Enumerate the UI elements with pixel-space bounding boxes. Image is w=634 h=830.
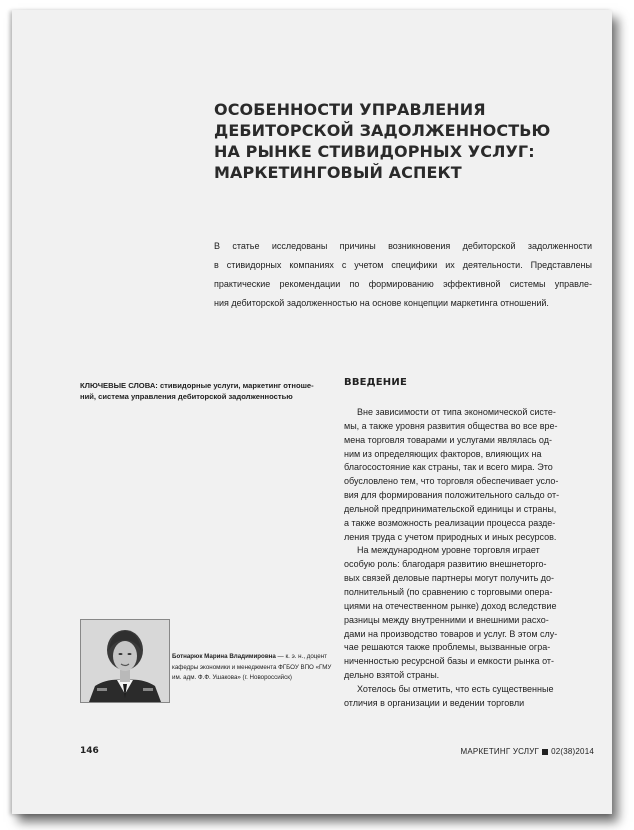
body-line: На международном уровне торговля играет bbox=[357, 545, 540, 556]
keywords-line: КЛЮЧЕВЫЕ СЛОВА: стивидорные услуги, маркетинг отноше- bbox=[80, 381, 314, 390]
body-line: разницы между внутренними и внешними расхо- bbox=[344, 614, 549, 625]
body-line: циями на отечественном рынке) доход вследствие bbox=[344, 600, 557, 611]
body-line: вия для формирования положительного сальдо от- bbox=[344, 490, 560, 501]
journal-page bbox=[12, 10, 612, 814]
body-line: обусловлено тем, что торговля обеспечивает усло- bbox=[344, 476, 559, 487]
body-line: ним из определяющих факторов, влияющих на bbox=[344, 448, 542, 459]
article-abstract bbox=[214, 237, 592, 313]
title-line: ОСОБЕННОСТИ УПРАВЛЕНИЯ bbox=[214, 100, 486, 119]
author-info bbox=[172, 652, 342, 684]
page-number: 146 bbox=[80, 746, 99, 756]
journal-footer bbox=[461, 747, 594, 756]
body-line: Вне зависимости от типа экономической систе- bbox=[357, 407, 556, 417]
journal-name: МАРКЕТИНГ УСЛУГ bbox=[460, 747, 540, 756]
author-line: им. адм. Ф.Ф. Ушакова» (г. Новороссийск) bbox=[172, 674, 292, 681]
author-degree: — к. э. н., доцент bbox=[275, 653, 327, 660]
author-portrait-image bbox=[81, 620, 169, 702]
body-line: ления труда с учетом природных и иных ресурсов. bbox=[344, 531, 557, 542]
body-line: ниченностью ресурсной базы и емкости рынка от- bbox=[344, 656, 554, 667]
body-line: чае решаются также проблемы, вызванные огра- bbox=[344, 642, 551, 653]
author-line: кафедры экономики и менеджмента ФГБОУ ВПО «ГМУ bbox=[172, 663, 332, 671]
abstract-line: ния дебиторской задолженностью на основе концепции маркетинга отношений. bbox=[214, 298, 549, 308]
abstract-line: В статье исследованы причины возникновения дебиторской задолженности bbox=[214, 241, 592, 251]
journal-issue: 02(38)2014 bbox=[551, 747, 594, 756]
author-line bbox=[172, 652, 342, 663]
body-line: дельной предпринимательской единицы и страны, bbox=[344, 503, 557, 514]
abstract-line: практические рекомендации по формированию эффективной системы управле- bbox=[214, 279, 592, 289]
body-line: благосостояние как страны, так и всего мира. Это bbox=[344, 462, 553, 473]
body-line: дами на производство товаров и услуг. В этом слу- bbox=[344, 628, 558, 639]
body-line: отличия в организации и ведении торговли bbox=[344, 697, 525, 708]
body-line: мена торговля товарами и услугами являлась од- bbox=[344, 434, 552, 445]
article-title bbox=[214, 99, 604, 183]
body-line: дельно взятой страны. bbox=[344, 670, 440, 681]
title-line: НА РЫНКЕ СТИВИДОРНЫХ УСЛУГ: bbox=[214, 142, 535, 161]
keywords bbox=[80, 380, 328, 402]
author-photo bbox=[80, 619, 170, 703]
body-line: вых связей деловые партнеры могут получить до- bbox=[344, 573, 555, 584]
body-text bbox=[344, 406, 594, 711]
body-line: а также возможность реализации процесса разде- bbox=[344, 517, 556, 528]
keywords-line: ний, система управления дебиторской задолженностью bbox=[80, 392, 293, 401]
section-heading: ВВЕДЕНИЕ bbox=[344, 377, 407, 388]
title-line: ДЕБИТОРСКОЙ ЗАДОЛЖЕННОСТЬЮ bbox=[214, 121, 551, 140]
body-line: Хотелось бы отметить, что есть существенные bbox=[357, 683, 554, 694]
abstract-line: в стивидорных компаниях с учетом специфики их деятельности. Представлены bbox=[214, 260, 592, 270]
title-line: МАРКЕТИНГОВЫЙ АСПЕКТ bbox=[214, 163, 462, 182]
square-separator-icon bbox=[542, 749, 548, 755]
body-line: мы, а также уровня развития общества во все вре- bbox=[344, 420, 558, 431]
author-name: Ботнарюк Марина Владимировна bbox=[172, 653, 276, 660]
body-line: особую роль: благодаря развитию внешнеторго- bbox=[344, 559, 547, 570]
body-line: полнительный (по сравнению с торговыми опера- bbox=[344, 586, 553, 597]
